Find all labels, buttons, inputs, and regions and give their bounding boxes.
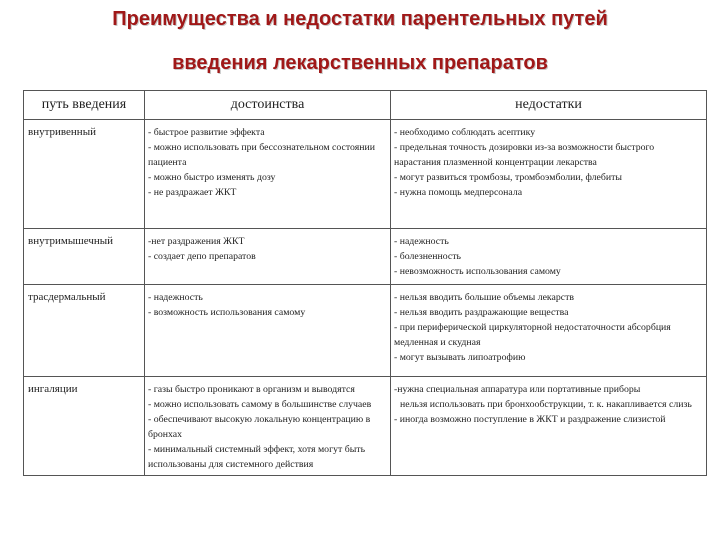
list-item: - иногда возможно поступление в ЖКТ и раздражение слизистой (394, 414, 666, 425)
list-item: - можно использовать при бессознательном состоянии пациента (148, 142, 375, 168)
list-item: - могут вызывать липоатрофию (394, 352, 526, 363)
list-item: - возможность использования самому (148, 307, 306, 318)
page-title-line-1: Преимущества и недостатки парентельных путей (112, 8, 608, 30)
header-route: путь введения (24, 91, 145, 120)
list-item: -нужна специальная аппаратура или портативные приборы (394, 384, 641, 395)
list-item: - болезненность (394, 251, 462, 262)
list-item: -нет раздражения ЖКТ (148, 236, 245, 247)
list-item: - надежность (148, 292, 203, 303)
list-item: - невозможность использования самому (394, 266, 561, 277)
list-item: - предельная точность дозировки из-за возможности быстрого нарастания плазменной концентрации лекарства (394, 142, 655, 168)
list-item: - обеспечивают высокую локальную концентрацию в бронхах (148, 414, 371, 440)
table-row (24, 229, 707, 285)
page-title-line-2: введения лекарственных препаратов (172, 52, 548, 74)
route-cell: внутримышечный (24, 229, 145, 285)
list-item: - при периферической циркуляторной недостаточности абсорбция медленная и скудная (394, 322, 671, 348)
list-item: - надежность (394, 236, 449, 247)
advantages-cell (145, 120, 391, 229)
advantages-cell (145, 285, 391, 377)
disadvantages-cell (391, 377, 707, 476)
table-row (24, 285, 707, 377)
list-item: - нужна помощь медперсонала (394, 187, 523, 198)
list-item: - можно быстро изменять дозу (148, 172, 276, 183)
advantages-cell (145, 377, 391, 476)
table-row (24, 377, 707, 476)
disadvantages-cell (391, 229, 707, 285)
route-cell: ингаляции (24, 377, 145, 476)
list-item: нельзя использовать при бронхообструкции, т. к. накапливается слизь (400, 399, 692, 410)
list-item: - необходимо соблюдать асептику (394, 127, 536, 138)
advantages-cell (145, 229, 391, 285)
header-disadvantages: недостатки (391, 91, 707, 120)
list-item: - можно использовать самому в большинстве случаев (148, 399, 372, 410)
list-item: - газы быстро проникают в организм и выводятся (148, 384, 355, 395)
header-row (24, 91, 707, 120)
list-item: - не раздражает ЖКТ (148, 187, 237, 198)
list-item: - быстрое развитие эффекта (148, 127, 265, 138)
disadvantages-cell (391, 285, 707, 377)
table-row (24, 120, 707, 229)
list-item: - минимальный системный эффект, хотя могут быть использованы для системного действия (148, 444, 366, 470)
list-item: - создает депо препаратов (148, 251, 256, 262)
list-item: - нельзя вводить раздражающие вещества (394, 307, 569, 318)
header-advantages: достоинства (145, 91, 391, 120)
list-item: - нельзя вводить большие объемы лекарств (394, 292, 575, 303)
comparison-table (23, 90, 707, 476)
route-cell: трасдермальный (24, 285, 145, 377)
route-cell: внутривенный (24, 120, 145, 229)
disadvantages-cell (391, 120, 707, 229)
list-item: - могут развиться тромбозы, тромбоэмболии, флебиты (394, 172, 622, 183)
